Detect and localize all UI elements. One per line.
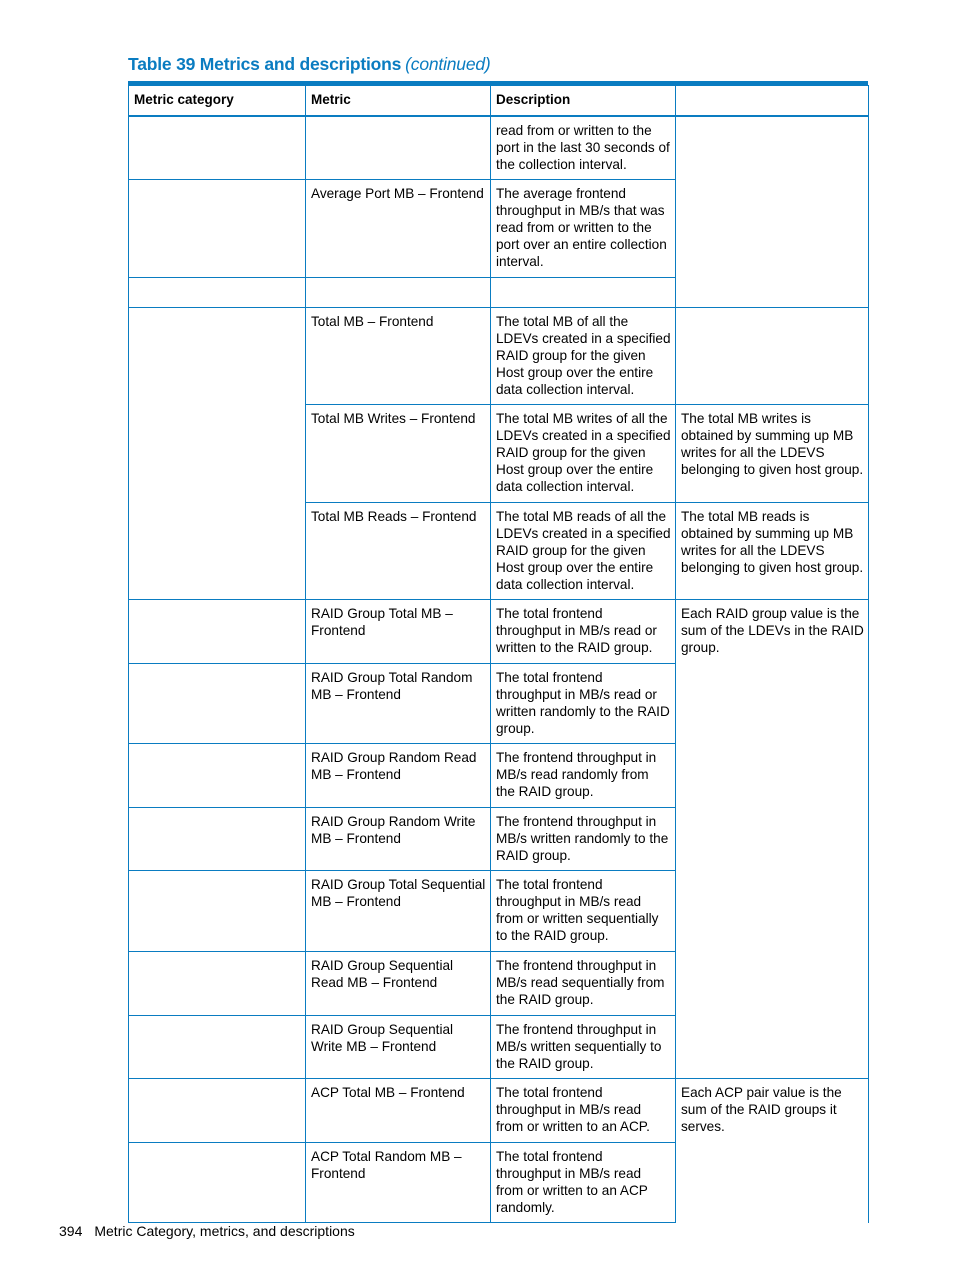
metric-cell: Total MB Reads – Frontend <box>306 503 491 600</box>
metric-cell: RAID Group Total Random MB – Frontend <box>306 664 491 744</box>
note-cell <box>676 1143 869 1223</box>
metric-cell: RAID Group Random Read MB – Frontend <box>306 744 491 808</box>
metric-cell <box>306 278 491 308</box>
header-blank <box>676 86 869 117</box>
table-header-row <box>129 86 869 117</box>
table-row <box>129 1143 869 1223</box>
note-cell <box>676 308 869 405</box>
description-cell <box>491 278 676 308</box>
description-cell: The total frontend throughput in MB/s read from or written sequentially to the RAID group. <box>491 871 676 952</box>
table-row <box>129 180 869 278</box>
category-cell <box>129 116 306 180</box>
note-cell: Each ACP pair value is the sum of the RAID groups it serves. <box>676 1079 869 1143</box>
table-row <box>129 116 869 180</box>
note-cell <box>676 744 869 808</box>
category-cell <box>129 952 306 1016</box>
metric-cell: Total MB Writes – Frontend <box>306 405 491 503</box>
category-cell <box>129 808 306 871</box>
metric-cell: RAID Group Total MB – Frontend <box>306 600 491 664</box>
header-metric-category: Metric category <box>129 86 306 117</box>
page-footer <box>59 1223 355 1239</box>
description-cell: The average frontend throughput in MB/s that was read from or written to the port over an entire collection interval. <box>491 180 676 278</box>
table-row <box>129 952 869 1016</box>
page-number: 394 <box>59 1223 83 1239</box>
category-cell <box>129 600 306 664</box>
table-row <box>129 503 869 600</box>
category-cell <box>129 405 306 503</box>
metric-cell: RAID Group Sequential Write MB – Frontend <box>306 1016 491 1079</box>
category-cell <box>129 278 306 308</box>
category-cell <box>129 744 306 808</box>
metric-cell: ACP Total Random MB – Frontend <box>306 1143 491 1223</box>
note-cell <box>676 180 869 278</box>
caption-title: Table 39 Metrics and descriptions <box>128 54 402 74</box>
note-cell <box>676 952 869 1016</box>
caption-continued: (continued) <box>405 54 491 74</box>
category-cell <box>129 1079 306 1143</box>
description-cell: The total frontend throughput in MB/s read or written randomly to the RAID group. <box>491 664 676 744</box>
metric-cell: Average Port MB – Frontend <box>306 180 491 278</box>
header-metric: Metric <box>306 86 491 117</box>
table-row <box>129 308 869 405</box>
table-row <box>129 278 869 308</box>
category-cell <box>129 1143 306 1223</box>
note-cell <box>676 278 869 308</box>
category-cell <box>129 308 306 405</box>
note-cell: Each RAID group value is the sum of the LDEVs in the RAID group. <box>676 600 869 664</box>
metric-cell: RAID Group Sequential Read MB – Frontend <box>306 952 491 1016</box>
category-cell <box>129 1016 306 1079</box>
description-cell: The frontend throughput in MB/s written randomly to the RAID group. <box>491 808 676 871</box>
note-cell <box>676 871 869 952</box>
table-caption <box>128 54 491 75</box>
note-cell <box>676 664 869 744</box>
metric-cell: ACP Total MB – Frontend <box>306 1079 491 1143</box>
table-row <box>129 808 869 871</box>
description-cell: The total MB of all the LDEVs created in a specified RAID group for the given Host group over the entire data collection interval. <box>491 308 676 405</box>
description-cell: read from or written to the port in the last 30 seconds of the collection interval. <box>491 116 676 180</box>
metric-cell: RAID Group Random Write MB – Frontend <box>306 808 491 871</box>
table-row <box>129 1079 869 1143</box>
note-cell <box>676 116 869 180</box>
metric-cell <box>306 116 491 180</box>
metric-cell: RAID Group Total Sequential MB – Frontend <box>306 871 491 952</box>
note-cell <box>676 808 869 871</box>
table-row <box>129 600 869 664</box>
note-cell: The total MB reads is obtained by summing up MB writes for all the LDEVS belonging to given host group. <box>676 503 869 600</box>
description-cell: The frontend throughput in MB/s written sequentially to the RAID group. <box>491 1016 676 1079</box>
table-row <box>129 405 869 503</box>
table-row <box>129 664 869 744</box>
category-cell <box>129 871 306 952</box>
note-cell: The total MB writes is obtained by summing up MB writes for all the LDEVS belonging to given host group. <box>676 405 869 503</box>
description-cell: The total MB reads of all the LDEVs created in a specified RAID group for the given Host group over the entire data collection interval. <box>491 503 676 600</box>
footer-section-title: Metric Category, metrics, and descriptions <box>94 1223 355 1239</box>
metric-cell: Total MB – Frontend <box>306 308 491 405</box>
category-cell <box>129 180 306 278</box>
table-row <box>129 871 869 952</box>
metrics-table <box>128 85 869 1223</box>
table-row <box>129 1016 869 1079</box>
description-cell: The frontend throughput in MB/s read sequentially from the RAID group. <box>491 952 676 1016</box>
header-description: Description <box>491 86 676 117</box>
description-cell: The frontend throughput in MB/s read randomly from the RAID group. <box>491 744 676 808</box>
description-cell: The total frontend throughput in MB/s read or written to the RAID group. <box>491 600 676 664</box>
table-row <box>129 744 869 808</box>
description-cell: The total frontend throughput in MB/s read from or written to an ACP randomly. <box>491 1143 676 1223</box>
category-cell <box>129 503 306 600</box>
category-cell <box>129 664 306 744</box>
description-cell: The total MB writes of all the LDEVs created in a specified RAID group for the given Host group over the entire data collection interval. <box>491 405 676 503</box>
description-cell: The total frontend throughput in MB/s read from or written to an ACP. <box>491 1079 676 1143</box>
note-cell <box>676 1016 869 1079</box>
